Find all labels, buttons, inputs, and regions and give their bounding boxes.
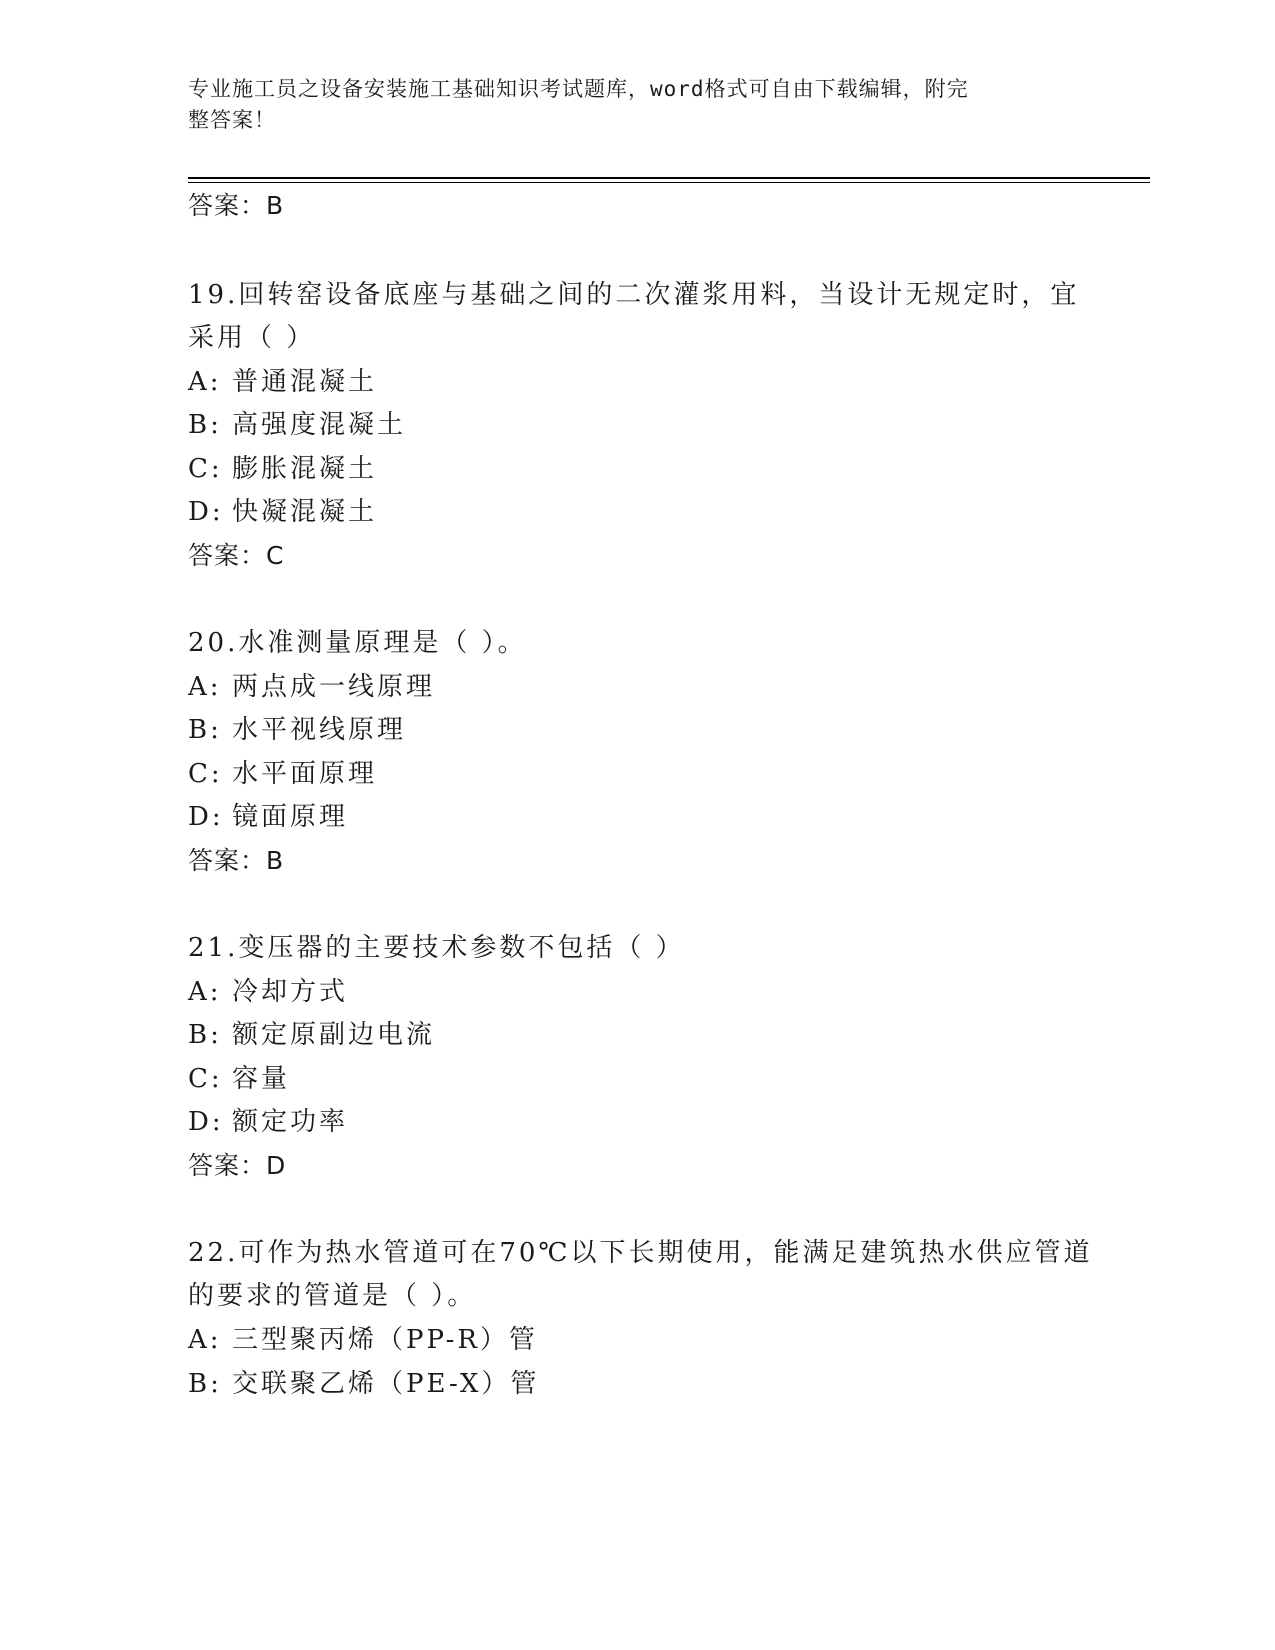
option-letter: C: bbox=[188, 1064, 223, 1094]
question-21-line-1: 21.变压器的主要技术参数不包括（ ） bbox=[188, 933, 685, 963]
question-22-line-1: 22.可作为热水管道可在70℃以下长期使用，能满足建筑热水供应管道 bbox=[188, 1238, 1093, 1268]
option-letter: A: bbox=[188, 977, 222, 1007]
option-text: 水平面原理 bbox=[232, 759, 378, 789]
question-20-option-c bbox=[188, 753, 377, 790]
option-letter: C: bbox=[188, 759, 223, 789]
question-19-option-b bbox=[188, 404, 406, 441]
question-22-option-a bbox=[188, 1319, 538, 1356]
header-line-1: 专业施工员之设备安装施工基础知识考试题库，word格式可自由下载编辑，附完 bbox=[188, 77, 969, 101]
question-20-line-1: 20.水准测量原理是（ ）。 bbox=[188, 628, 527, 658]
header-line-2: 整答案！ bbox=[188, 108, 276, 132]
answer-previous: 答案：B bbox=[188, 191, 285, 220]
question-19-option-d bbox=[188, 491, 377, 528]
option-text: 镜面原理 bbox=[232, 802, 349, 832]
option-text: 交联聚乙烯（PE-X）管 bbox=[232, 1369, 540, 1399]
option-letter: D: bbox=[188, 1107, 224, 1137]
question-19-answer: 答案：C bbox=[188, 541, 285, 570]
option-text: 快凝混凝土 bbox=[232, 497, 378, 527]
document-header bbox=[188, 74, 1088, 136]
question-20-option-a bbox=[188, 666, 435, 703]
header-rule-thin bbox=[188, 182, 1150, 183]
option-letter: B: bbox=[188, 410, 222, 440]
question-20-option-d bbox=[188, 796, 348, 833]
option-text: 普通混凝土 bbox=[232, 367, 378, 397]
option-text: 容量 bbox=[232, 1064, 291, 1094]
option-text: 两点成一线原理 bbox=[232, 672, 436, 702]
option-text: 三型聚丙烯（PP-R）管 bbox=[232, 1325, 538, 1355]
header-rule-thick bbox=[188, 177, 1150, 179]
question-21-option-b bbox=[188, 1014, 435, 1051]
option-letter: B: bbox=[188, 715, 222, 745]
option-text: 额定原副边电流 bbox=[232, 1020, 436, 1050]
question-21-option-d bbox=[188, 1101, 348, 1138]
option-letter: C: bbox=[188, 454, 223, 484]
option-letter: D: bbox=[188, 802, 224, 832]
question-22-option-b bbox=[188, 1363, 539, 1400]
option-text: 额定功率 bbox=[232, 1107, 349, 1137]
question-21-answer: 答案：D bbox=[188, 1151, 287, 1180]
question-22-line-2: 的要求的管道是（ ）。 bbox=[188, 1281, 477, 1311]
question-21-option-a bbox=[188, 971, 348, 1008]
question-20-option-b bbox=[188, 709, 406, 746]
option-letter: A: bbox=[188, 367, 222, 397]
option-letter: D: bbox=[188, 497, 224, 527]
option-letter: A: bbox=[188, 1325, 222, 1355]
question-19-line-1: 19.回转窑设备底座与基础之间的二次灌浆用料，当设计无规定时，宜 bbox=[188, 280, 1080, 310]
question-20-answer: 答案：B bbox=[188, 846, 285, 875]
option-letter: B: bbox=[188, 1020, 222, 1050]
option-text: 冷却方式 bbox=[232, 977, 349, 1007]
option-text: 膨胀混凝土 bbox=[232, 454, 378, 484]
question-21-option-c bbox=[188, 1058, 290, 1095]
option-letter: B: bbox=[188, 1369, 222, 1399]
option-text: 水平视线原理 bbox=[232, 715, 407, 745]
question-19-option-c bbox=[188, 448, 377, 485]
option-letter: A: bbox=[188, 672, 222, 702]
option-text: 高强度混凝土 bbox=[232, 410, 407, 440]
question-19-option-a bbox=[188, 361, 377, 398]
question-19-line-2: 采用（ ） bbox=[188, 323, 316, 353]
